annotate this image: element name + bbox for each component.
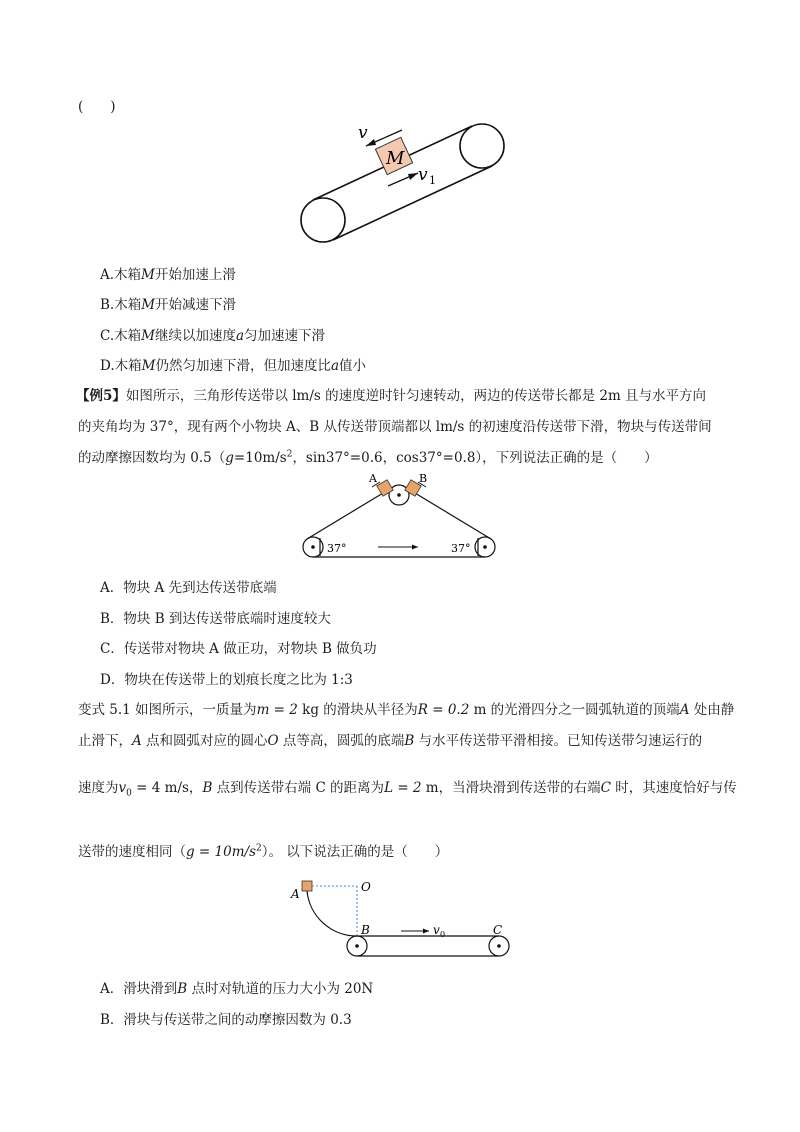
ex5-line-3: 的动摩擦因数均为 $0.5(g=10m/s^2$，sin37°=0.6，cos37°=0.8），下列说法正确的是（ ） (78, 449, 658, 466)
q4-option-c: C.木箱M继续以加速度a匀加速速下滑 (100, 328, 326, 344)
v-label: v (358, 123, 368, 143)
var51-line-4: 送带的速度相同$(g = 10m/s^2)$。 以下说法正确的是（ ） (78, 843, 449, 860)
var51-line-3: 速度为$v_0 = 4$ m/s，B 点到传送带右端 C 的距离为L = 2 m，当滑块滑到传送带的右端C 时，其速度恰好与传 (78, 780, 737, 799)
var51-line-1: 变式 5.1 如图所示，一质量为m = 2 kg 的滑块从半径为R = 0.2 m 的光滑四分之一圆弧轨道的顶端A 处由静 (78, 702, 735, 718)
var51-option-b: B．滑块与传送带之间的动摩擦因数为 0.3 (100, 1012, 352, 1028)
belt-left (307, 487, 393, 539)
arc-belt-figure (285, 876, 510, 966)
label-C: C (493, 923, 503, 937)
label-v0: v (433, 923, 440, 937)
inclined-conveyor-figure (290, 118, 515, 248)
ex5-option-d: D．物块在传送带上的划痕长度之比为 1:3 (100, 672, 353, 688)
ex5-option-c: C．传送带对物块 A 做正功，对物块 B 做负功 (100, 641, 377, 657)
label-A: A (291, 887, 300, 901)
ex5-tag: 【例5】 (76, 388, 126, 404)
label-B: B (361, 923, 370, 937)
label-v0-sub: 0 (440, 930, 446, 939)
q4-option-a: A.木箱M开始加速上滑 (100, 267, 236, 283)
ex5-line-2: 的夹角均为 37°，现有两个小物块 A、B 从传送带顶端都以 lm/s 的初速度沿传送带下滑，物块与传送带间 (78, 419, 712, 435)
ex5-option-b: B．物块 B 到达传送带底端时速度较大 (100, 611, 331, 627)
label-B: B (419, 472, 428, 485)
box-M-label: M (386, 148, 405, 169)
label-A: A (369, 472, 377, 485)
triangular-conveyor-figure (296, 470, 506, 565)
q4-option-d: D.木箱M仍然匀加速下滑，但加速度比a值小 (100, 358, 367, 374)
var51-line-2: 止滑下，A 点和圆弧对应的圆心O 点等高，圆弧的底端B 与水平传送带平滑相接。已知传送带匀速运行的 (78, 733, 703, 749)
ex5-option-a: A．物块 A 先到达传送带底端 (100, 580, 277, 596)
angle-left-label: 37° (327, 542, 347, 555)
triangular-conveyor-svg (296, 470, 506, 565)
label-O: O (361, 880, 371, 894)
ex5-line-1: 【例5】如图所示，三角形传送带以 lm/s 的速度逆时针匀速转动，两边的传送带长都是 2m 且与水平方向 (76, 388, 707, 404)
v1-label: v (418, 165, 428, 185)
belt-right (405, 487, 491, 539)
angle-right-label: 37° (451, 542, 471, 555)
top-pulley (460, 124, 504, 168)
answer-bracket: ( ) (78, 99, 116, 115)
inclined-conveyor-svg (290, 118, 515, 248)
v1-arrowhead (408, 173, 418, 180)
v1-subscript: 1 (429, 174, 436, 187)
q4-option-b: B.木箱M开始减速下滑 (100, 297, 237, 313)
arc-belt-svg (285, 876, 510, 966)
bottom-pulley (301, 198, 345, 242)
var51-option-a: A．滑块滑到B 点时对轨道的压力大小为 20N (100, 981, 374, 997)
quarter-arc (307, 891, 357, 936)
slider-block (302, 881, 312, 891)
